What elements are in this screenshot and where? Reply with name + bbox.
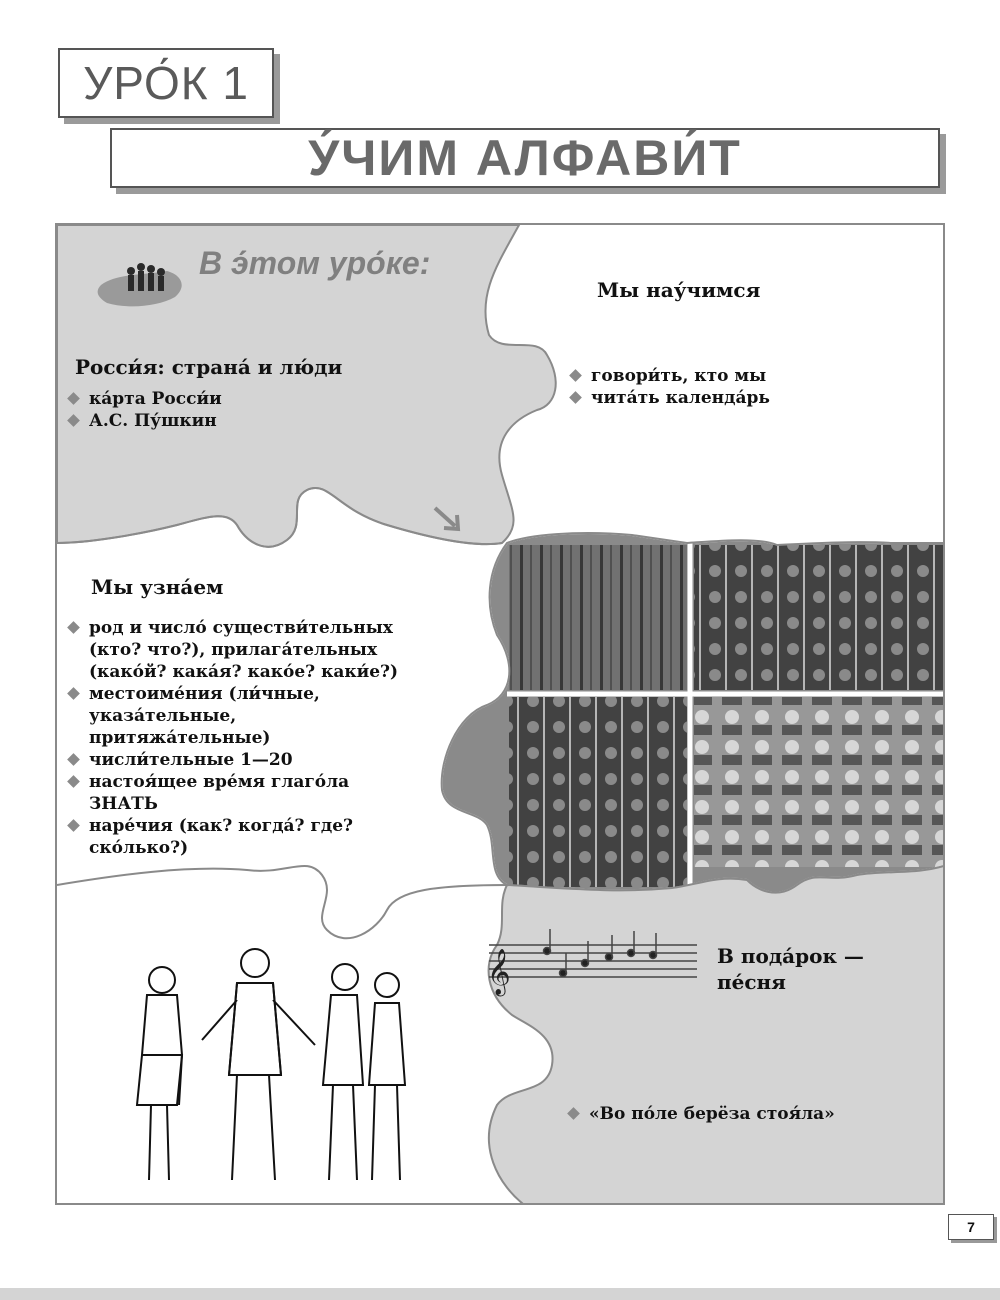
viewer-bottom-bar: [0, 1288, 1000, 1300]
in-lesson-title: В э́том уро́ке:: [199, 245, 431, 281]
list-item: говори́ть, кто мы: [569, 365, 899, 387]
bullet-diamond-icon: [67, 392, 80, 405]
russia-heading: Росси́я: страна́ и лю́ди: [75, 355, 343, 379]
bullet-diamond-icon: [67, 414, 80, 427]
list-item: местоиме́ния (ли́чные, указа́тельные, притяжа́тельные): [67, 683, 422, 749]
page-number: 7: [948, 1214, 994, 1240]
russia-list: [67, 388, 447, 432]
list-item: наре́чия (как? когда́? где? ско́лько?): [67, 815, 422, 859]
list-item: «Во по́ле берёза стоя́ла»: [567, 1103, 927, 1125]
learn-heading: Мы нау́чимся: [597, 278, 761, 302]
lesson-title: У́ЧИМ АЛФАВИ́Т: [308, 130, 742, 186]
bullet-diamond-icon: [67, 775, 80, 788]
bullet-diamond-icon: [67, 621, 80, 634]
bullet-diamond-icon: [567, 1107, 580, 1120]
song-list: [567, 1103, 927, 1125]
bullet-diamond-icon: [67, 753, 80, 766]
know-list: [67, 617, 422, 859]
list-item: числи́тельные 1—20: [67, 749, 422, 771]
list-item: А.С. Пу́шкин: [67, 410, 447, 432]
list-item: настоя́щее вре́мя глаго́ла ЗНАТЬ: [67, 771, 422, 815]
puzzle-piece-bottom-right: [489, 865, 945, 1205]
bullet-diamond-icon: [67, 819, 80, 832]
list-item: ка́рта Росси́и: [67, 388, 447, 410]
list-item: чита́ть календа́рь: [569, 387, 899, 409]
lesson-title-box: [110, 128, 940, 188]
bullet-diamond-icon: [569, 369, 582, 382]
lesson-number: УРО́К 1: [83, 57, 249, 109]
learn-list: [569, 365, 899, 409]
svg-text:𝄞: 𝄞: [487, 949, 511, 995]
gift-heading: В пода́рок — пе́сня: [717, 944, 864, 994]
lesson-number-box: [58, 48, 274, 118]
people-illustration: [137, 949, 405, 1180]
know-heading: Мы узна́ем: [91, 575, 224, 599]
bullet-diamond-icon: [569, 391, 582, 404]
puzzle-piece-bottom-left: [57, 866, 507, 938]
puzzle-frame: [55, 223, 945, 1205]
list-item: род и число́ существи́тельных (кто? что?), прилага́тельных (како́й? кака́я? како́е? каки́е?): [67, 617, 422, 683]
bullet-diamond-icon: [67, 687, 80, 700]
